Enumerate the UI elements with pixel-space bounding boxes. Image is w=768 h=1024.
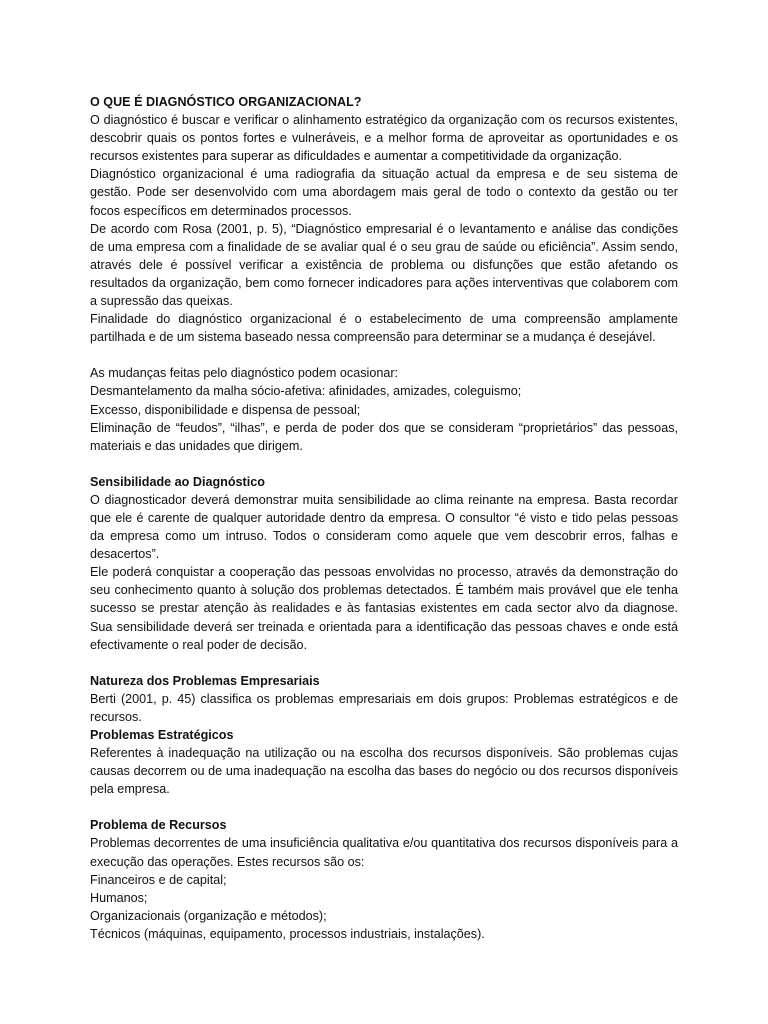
- list-item: Desmantelamento da malha sócio-afetiva: afinidades, amizades, coleguismo;: [90, 384, 522, 399]
- list-item: Eliminação de “feudos”, “ilhas”, e perda de poder dos que se consideram “proprietários” das pessoas, materiais e das unidades que dirigem.: [90, 420, 678, 453]
- spacer: [90, 654, 678, 672]
- list-item: Humanos;: [90, 890, 148, 905]
- paragraph: Diagnóstico organizacional é uma radiografia da situação actual da empresa e de seu sistema de gestão. Pode ser desenvolvido com uma abordagem mais geral de todo o contexto da gestão ou ter focos específicos em determinados processos.: [90, 167, 678, 218]
- paragraph: Ele poderá conquistar a cooperação das pessoas envolvidas no processo, através da demonstração do seu conhecimento quanto à solução dos problemas detectados. É também mais provável que ele tenha sucesso se prestar atenção às realidades e às fantasias existentes em cada sector alvo da diagnose. Sua sensibilidade deverá ser treinada e orientada para a identificação das pessoas chaves e onde está efectivamente o real poder de decisão.: [90, 565, 678, 652]
- spacer: [90, 798, 678, 816]
- list-item: Excesso, disponibilidade e dispensa de pessoal;: [90, 402, 361, 417]
- paragraph: Berti (2001, p. 45) classifica os problemas empresariais em dois grupos: Problemas estratégicos e de recursos.: [90, 691, 678, 724]
- paragraph: Problemas decorrentes de uma insuficiência qualitativa e/ou quantitativa dos recursos disponíveis para a execução das operações. Estes recursos são os:: [90, 836, 678, 869]
- paragraph: Finalidade do diagnóstico organizacional é o estabelecimento de uma compreensão amplamente partilhada e de um sistema baseado nessa compreensão para determinar se a mudança é desejável.: [90, 312, 678, 345]
- paragraph: De acordo com Rosa (2001, p. 5), “Diagnóstico empresarial é o levantamento e análise das condições de uma empresa com a finalidade de se avaliar qual é o seu grau de saúde ou eficiência”. Assim sendo, através dele é possível verificar a existência de problema ou disfunções que estão afetando os resultados da organização, bem como fornecer indicadores para ações interventivas que colaborem com a supressão das queixas.: [90, 221, 678, 309]
- document-page: [90, 93, 678, 943]
- page-title: O QUE É DIAGNÓSTICO ORGANIZACIONAL?: [90, 95, 362, 109]
- spacer: [90, 346, 678, 364]
- section-heading: Problemas Estratégicos: [90, 728, 234, 742]
- paragraph: O diagnosticador deverá demonstrar muita sensibilidade ao clima reinante na empresa. Basta recordar que ele é carente de qualquer autoridade dentro da empresa. O consultor “é visto e tido pelas pessoas da empresa como um intruso. Todos o consideram como aquele que vem descobrir erros, falhas e desacertos”.: [90, 492, 678, 562]
- section-heading: Sensibilidade ao Diagnóstico: [90, 474, 265, 489]
- section-heading: Natureza dos Problemas Empresariais: [90, 673, 320, 688]
- list-item: Organizacionais (organização e métodos);: [90, 908, 327, 923]
- paragraph: Referentes à inadequação na utilização ou na escolha dos recursos disponíveis. São problemas cujas causas decorrem ou de uma inadequação na escolha das bases do negócio ou dos recursos disponíveis pela empresa.: [90, 746, 678, 797]
- list-item: Técnicos (máquinas, equipamento, processos industriais, instalações).: [90, 926, 485, 941]
- section-heading: Problema de Recursos: [90, 818, 227, 833]
- paragraph: O diagnóstico é buscar e verificar o alinhamento estratégico da organização com os recursos existentes, descobrir quais os pontos fortes e vulneráveis, e a melhor forma de aproveitar as oportunidades e os recursos existentes para superar as dificuldades e aumentar a competitividade da organização.: [90, 113, 678, 164]
- list-item: Financeiros e de capital;: [90, 872, 227, 887]
- list-intro: As mudanças feitas pelo diagnóstico podem ocasionar:: [90, 366, 399, 381]
- spacer: [90, 455, 678, 473]
